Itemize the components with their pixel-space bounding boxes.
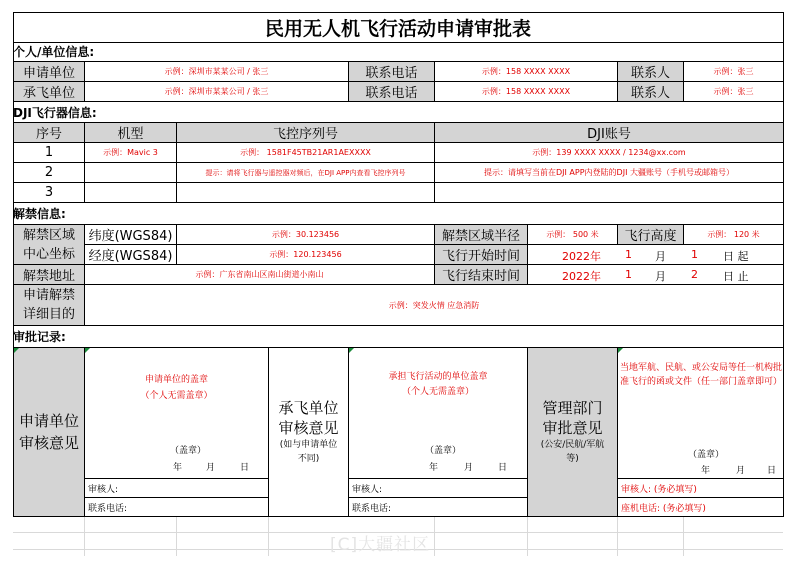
longitude-value[interactable]: 示例：120.123456	[176, 244, 435, 265]
carrier-stamp-note: （个人无需盖章）	[401, 387, 474, 397]
purpose-label	[13, 284, 85, 326]
sheet-gridline	[434, 516, 435, 556]
applicant-review-label-line2: 审核意见	[18, 434, 79, 452]
dept-date-month: 月	[736, 466, 746, 476]
start-day: 1	[691, 248, 698, 261]
end-time-value[interactable]	[527, 264, 784, 285]
applicant-phone-value[interactable]: 示例：158 XXXX XXXX	[434, 61, 618, 82]
start-time-value[interactable]	[527, 244, 784, 265]
dept-seal: （盖章）	[688, 450, 725, 460]
start-year: 2022年	[562, 250, 601, 263]
carrier-phone-field-label: 联系电话:	[352, 503, 392, 514]
carrier-review-label-line1: 承飞单位	[278, 399, 339, 417]
watermark: [C]大疆社区	[330, 535, 431, 555]
address-value[interactable]: 示例：广东省南山区南山街道小南山	[84, 264, 435, 285]
carrier-review-note-line2: 不同)	[297, 454, 320, 464]
carrier-stamp-hint: 承担飞行活动的单位盖章	[388, 372, 488, 382]
applicant-value[interactable]: 示例：深圳市某某公司 / 张三	[84, 61, 349, 82]
applicant-stamp-hint: 申请单位的盖章	[144, 375, 208, 385]
dji-row-account[interactable]	[434, 182, 784, 203]
applicant-phone-field-label: 联系电话:	[88, 503, 128, 514]
carrier-value[interactable]: 示例：深圳市某某公司 / 张三	[84, 81, 349, 102]
start-month: 1	[625, 248, 632, 261]
carrier-date-month: 月	[464, 463, 474, 473]
height-label: 飞行高度	[617, 224, 684, 245]
carrier-phone-value[interactable]: 示例：158 XXXX XXXX	[434, 81, 618, 102]
cell-corner-mark	[14, 348, 19, 353]
carrier-review-note-line1: (如与申请单位	[279, 440, 338, 450]
page-title: 民用无人机飞行活动申请审批表	[264, 18, 531, 40]
carrier-reviewer-label: 审核人:	[352, 484, 383, 495]
sheet-gridline	[176, 516, 177, 556]
applicant-stamp-note: （个人无需盖章）	[140, 391, 213, 401]
latitude-value[interactable]: 示例：30.123456	[176, 224, 435, 245]
applicant-reviewer-label: 审核人:	[88, 484, 119, 495]
sheet-gridline	[268, 516, 269, 556]
end-time-label: 飞行结束时间	[434, 264, 528, 285]
sheet-gridline	[84, 516, 85, 556]
start-time-label: 飞行开始时间	[434, 244, 528, 265]
dji-row-account-hint[interactable]: 提示：请填写当前在DJI APP内登陆的DJI 大疆账号（手机号或邮箱号）	[434, 162, 784, 183]
section-unban-title: 解禁信息:	[13, 207, 66, 221]
height-value[interactable]: 示例： 120 米	[683, 224, 784, 245]
dept-reviewer-label: 审核人: (务必填写)	[621, 484, 697, 495]
dept-reviewer[interactable]	[617, 478, 784, 498]
radius-label: 解禁区域半径	[434, 224, 528, 245]
latitude-label: 纬度(WGS84)	[84, 224, 177, 245]
carrier-label: 承飞单位	[13, 81, 85, 102]
carrier-date-year: 年	[429, 463, 439, 473]
applicant-date-month: 月	[206, 463, 216, 473]
dji-row-account[interactable]: 示例：139 XXXX XXXX / 1234@xx.com	[434, 142, 784, 163]
end-year: 2022年	[562, 270, 601, 283]
start-month-unit: 月	[655, 250, 666, 263]
dept-date-year: 年	[701, 466, 711, 476]
section-personal-title: 个人/单位信息:	[13, 45, 95, 59]
section-divider	[13, 42, 784, 43]
dept-date-day: 日	[767, 466, 777, 476]
dji-header-no: 序号	[13, 122, 85, 143]
applicant-label: 申请单位	[13, 61, 85, 82]
center-coord-label-line2: 中心坐标	[22, 246, 75, 262]
center-coord-label	[13, 224, 85, 265]
section-approval-title: 审批记录:	[13, 330, 66, 344]
dept-stamp-hint: 当地军航、民航、或公安局等任一机构批准飞行的函或文件（任一部门盖章即可）	[620, 363, 783, 387]
end-month: 1	[625, 268, 632, 281]
purpose-label-line2: 详细目的	[22, 307, 75, 322]
cell-corner-mark	[85, 348, 90, 353]
cell-corner-mark	[618, 348, 623, 353]
dji-row-no: 1	[13, 142, 85, 163]
dji-row-serial-hint[interactable]: 提示：请将飞行器与遥控器对频后，在DJI APP内查看飞控序列号	[176, 162, 435, 183]
purpose-label-line1: 申请解禁	[22, 288, 75, 303]
cell-corner-mark	[349, 348, 354, 353]
dept-landline-label: 座机电话: (务必填写)	[621, 503, 706, 514]
dept-review-label	[527, 347, 618, 517]
address-label: 解禁地址	[13, 264, 85, 285]
dji-row-model[interactable]: 示例：Mavic 3	[84, 142, 177, 163]
dept-review-note-line2: 等)	[566, 454, 579, 464]
sheet-gridline	[617, 516, 618, 556]
carrier-contact-label: 联系人	[617, 81, 684, 102]
applicant-review-label-line1: 申请单位	[18, 412, 79, 430]
carrier-reviewer[interactable]	[348, 478, 528, 498]
carrier-contact-value[interactable]: 示例：张三	[683, 81, 784, 102]
dji-header-model: 机型	[84, 122, 177, 143]
end-day: 2	[691, 268, 698, 281]
end-day-suffix: 日 止	[723, 270, 749, 283]
start-day-suffix: 日 起	[723, 250, 749, 263]
dji-row-no: 2	[13, 162, 85, 183]
dji-row-serial[interactable]: 示例： 1581F45TB21AR1AEXXXX	[176, 142, 435, 163]
longitude-label: 经度(WGS84)	[84, 244, 177, 265]
sheet-gridline	[683, 516, 684, 556]
center-coord-label-line1: 解禁区域	[22, 227, 75, 243]
applicant-seal: （盖章）	[170, 446, 207, 456]
applicant-review-label	[13, 347, 85, 517]
dji-row-model[interactable]	[84, 182, 177, 203]
dji-row-model[interactable]	[84, 162, 177, 183]
dept-review-label-line1: 管理部门	[542, 399, 603, 417]
applicant-phone[interactable]	[84, 497, 269, 517]
carrier-date-day: 日	[498, 463, 508, 473]
dji-row-serial[interactable]	[176, 182, 435, 203]
applicant-date-day: 日	[240, 463, 250, 473]
carrier-phone-label: 联系电话	[348, 81, 435, 102]
applicant-contact-label: 联系人	[617, 61, 684, 82]
sheet-gridline	[527, 516, 528, 556]
end-month-unit: 月	[655, 270, 666, 283]
dji-header-serial: 飞控序列号	[176, 122, 435, 143]
carrier-review-label	[268, 347, 349, 517]
dept-review-label-line2: 审批意见	[542, 419, 603, 437]
applicant-reviewer[interactable]	[84, 478, 269, 498]
purpose-value[interactable]: 示例：突发火情 应急消防	[84, 284, 784, 326]
carrier-phone[interactable]	[348, 497, 528, 517]
dji-row-no: 3	[13, 182, 85, 203]
radius-value[interactable]: 示例： 500 米	[527, 224, 618, 245]
applicant-date-year: 年	[173, 463, 183, 473]
applicant-contact-value[interactable]: 示例：张三	[683, 61, 784, 82]
carrier-review-label-line2: 审核意见	[278, 419, 339, 437]
carrier-seal: （盖章）	[425, 446, 462, 456]
dji-header-account: DJI账号	[434, 122, 784, 143]
dept-review-note-line1: (公安/民航/军航	[540, 440, 605, 450]
applicant-phone-label: 联系电话	[348, 61, 435, 82]
section-dji-title: DJI飞行器信息:	[13, 106, 97, 120]
dept-landline[interactable]	[617, 497, 784, 517]
